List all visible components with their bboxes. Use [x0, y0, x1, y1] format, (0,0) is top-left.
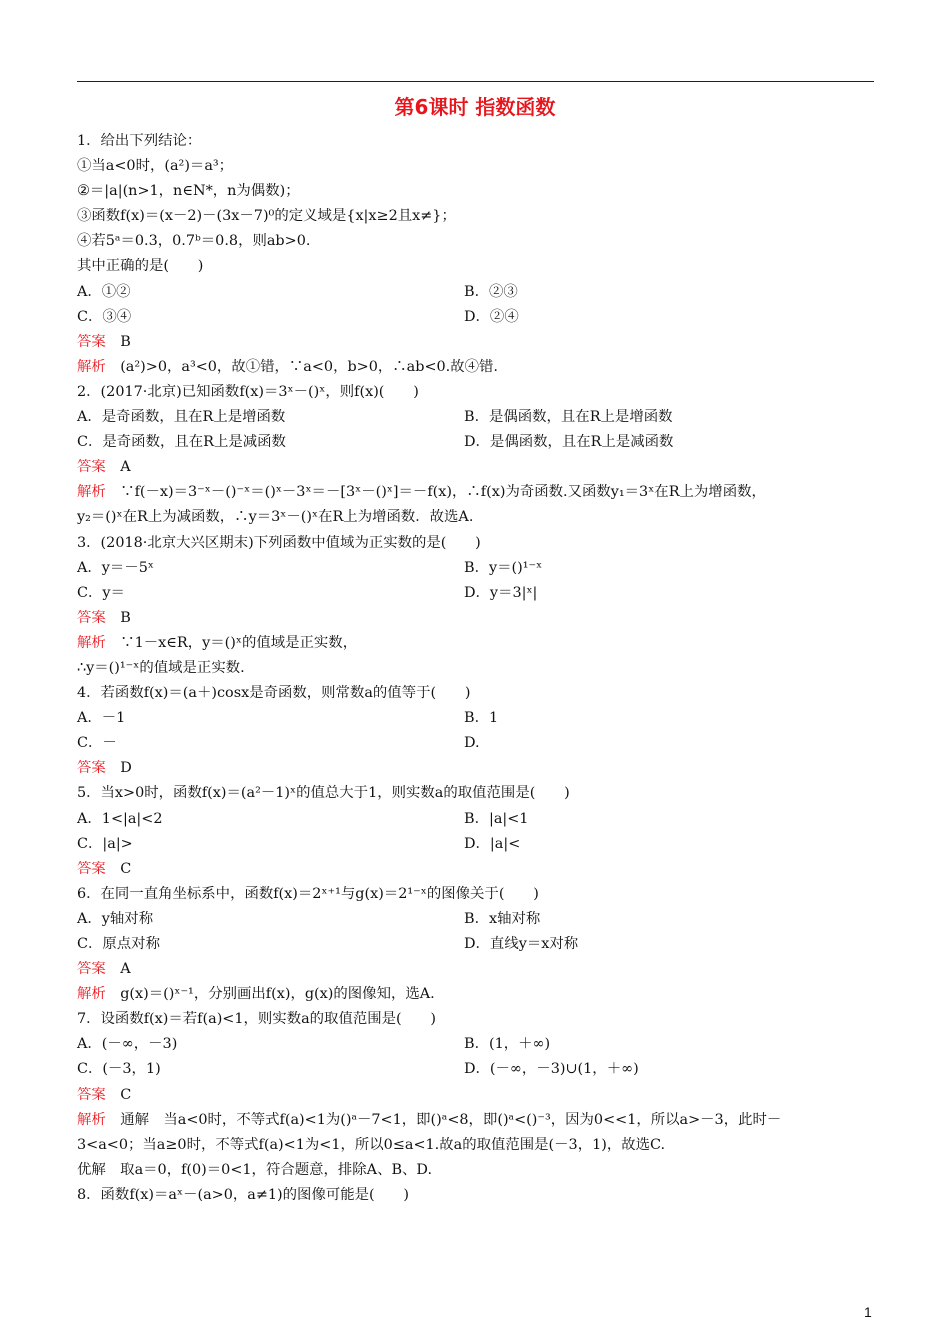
option-left: A．①② [77, 283, 131, 300]
option-left: C．(－3，1) [77, 1061, 161, 1078]
option-right: D. [464, 735, 480, 752]
option-row [77, 807, 877, 832]
answer-label: 答案 [77, 860, 106, 877]
analysis-line [77, 1108, 877, 1133]
analysis-line [77, 480, 877, 505]
answer-label: 解析 [77, 484, 106, 501]
header-rule [77, 81, 874, 82]
text-line [77, 882, 877, 907]
line-text: ∴y＝()¹⁻ˣ的值域是正实数. [77, 659, 245, 676]
option-right: B．②③ [464, 283, 518, 300]
text-line [77, 531, 877, 556]
option-left: C．|a|> [77, 835, 133, 852]
option-row [77, 556, 877, 581]
text-line [77, 154, 877, 179]
option-right: D．②④ [464, 308, 519, 325]
answer-label: 答案 [77, 333, 106, 350]
answer-line [77, 455, 877, 480]
option-left: C．y＝ [77, 584, 125, 601]
text-line [77, 204, 877, 229]
line-text: ④若5ᵃ＝0.3，0.7ᵇ＝0.8，则ab>0. [77, 233, 311, 250]
answer-label: 解析 [77, 986, 106, 1003]
line-text: ①当a<0时，(a²)＝a³； [77, 158, 234, 175]
line-text: 其中正确的是( ) [77, 258, 204, 275]
option-right: D．y＝3|ˣ| [464, 584, 538, 601]
answer-line [77, 756, 877, 781]
option-left: A．(－∞，－3) [77, 1036, 178, 1053]
option-left: A．y＝－5ˣ [77, 559, 154, 576]
option-left: C．－ [77, 735, 117, 752]
answer-line [77, 606, 877, 631]
text-line [77, 229, 877, 254]
option-left: A．－1 [77, 710, 126, 727]
option-left: C．原点对称 [77, 936, 160, 952]
answer-text: ∵1－x∈R，y＝()ˣ的值域是正实数， [105, 634, 358, 651]
line-text: 7．设函数f(x)＝若f(a)<1，则实数a的取值范围是( ) [77, 1011, 437, 1028]
text-line [77, 1183, 877, 1208]
text-line [77, 681, 877, 706]
answer-label: 答案 [77, 1086, 106, 1103]
answer-text: ∵f(－x)＝3⁻ˣ－()⁻ˣ＝()ˣ－3ˣ＝－[3ˣ－()ˣ]＝－f(x)，∴f(x)为奇函数.又函数y₁＝3ˣ在R上为增函数， [105, 484, 766, 501]
answer-text: A [105, 459, 131, 476]
option-right: D．直线y＝x对称 [464, 936, 579, 952]
line-text: 3．(2018·北京大兴区期末)下列函数中值域为正实数的是( ) [77, 534, 481, 551]
option-row [77, 706, 877, 731]
answer-line [77, 957, 877, 982]
text-line [77, 505, 877, 530]
option-right: B．|a|<1 [464, 810, 529, 827]
answer-label: 解析 [77, 358, 106, 375]
option-row [77, 731, 877, 756]
answer-line [77, 857, 877, 882]
option-left: C．③④ [77, 308, 132, 325]
option-left: A．y轴对称 [77, 910, 154, 927]
option-right: B．是偶函数，且在R上是增函数 [464, 409, 673, 426]
text-line [77, 179, 877, 204]
option-row [77, 280, 877, 305]
option-row [77, 1057, 877, 1082]
line-text: ②＝|a|(n>1，n∈N*，n为偶数)； [77, 183, 300, 200]
answer-label: 答案 [77, 609, 106, 626]
answer-label: 解析 [77, 634, 106, 651]
answer-text: 通解 当a<0时，不等式f(a)<1为()ᵃ－7<1，即()ᵃ<8，即()ᵃ<()⁻³，因为0<<1，所以a>－3，此时－ [105, 1111, 782, 1128]
line-text: 3<a<0；当a≥0时，不等式f(a)<1为<1，所以0≤a<1.故a的取值范围是(－3，1)，故选C. [77, 1136, 666, 1153]
answer-label: 答案 [77, 961, 106, 978]
option-right: D．(－∞，－3)∪(1，＋∞) [464, 1061, 639, 1078]
option-left: C．是奇函数，且在R上是减函数 [77, 434, 286, 451]
option-right: B．(1，＋∞) [464, 1036, 551, 1053]
text-line [77, 781, 877, 806]
line-text: 6．在同一直角坐标系中，函数f(x)＝2ˣ⁺¹与g(x)＝2¹⁻ˣ的图像关于( ) [77, 885, 539, 902]
option-left: A．是奇函数，且在R上是增函数 [77, 409, 286, 426]
line-text: ③函数f(x)＝(x－2)－(3x－7)⁰的定义域是{x|x≥2且x≠}； [77, 208, 456, 225]
text-line [77, 1133, 877, 1158]
line-text: y₂＝()ˣ在R上为减函数，∴y＝3ˣ－()ˣ在R上为增函数．故选A. [77, 509, 474, 526]
answer-text: C [105, 860, 132, 877]
answer-label: 解析 [77, 1111, 106, 1128]
option-right: B．x轴对称 [464, 910, 541, 927]
answer-label: 答案 [77, 760, 106, 777]
page-number: 1 [864, 1304, 872, 1320]
option-right: B．1 [464, 710, 499, 727]
text-line [77, 129, 877, 154]
answer-text: B [105, 609, 131, 626]
line-text: 8．函数f(x)＝aˣ－(a>0，a≠1)的图像可能是( ) [77, 1186, 410, 1203]
text-line [77, 1007, 877, 1032]
answer-label: 答案 [77, 459, 106, 476]
answer-text: g(x)＝()ˣ⁻¹，分别画出f(x)，g(x)的图像知，选A. [105, 986, 435, 1003]
line-text: 1．给出下列结论： [77, 133, 202, 149]
answer-text: D [105, 760, 132, 777]
text-line [77, 254, 877, 279]
option-right: D．|a|< [464, 835, 521, 852]
option-left: A．1<|a|<2 [77, 810, 163, 827]
line-text: 2．(2017·北京)已知函数f(x)＝3ˣ－()ˣ，则f(x)( ) [77, 383, 419, 400]
document-body [77, 129, 877, 1208]
option-row [77, 932, 877, 957]
option-row [77, 1032, 877, 1057]
line-text: 优解 取a＝0，f(0)＝0<1，符合题意，排除A、B、D. [77, 1161, 433, 1178]
line-text: 5．当x>0时，函数f(x)＝(a²－1)ˣ的值总大于1，则实数a的取值范围是( ) [77, 785, 570, 802]
option-row [77, 832, 877, 857]
option-row [77, 405, 877, 430]
option-right: D．是偶函数，且在R上是减函数 [464, 434, 674, 451]
answer-line [77, 1083, 877, 1108]
option-row [77, 907, 877, 932]
option-row [77, 581, 877, 606]
line-text: 4．若函数f(x)＝(a＋)cosx是奇函数，则常数a的值等于( ) [77, 685, 471, 702]
text-line [77, 1158, 877, 1183]
text-line [77, 656, 877, 681]
analysis-line [77, 631, 877, 656]
answer-line [77, 330, 877, 355]
answer-text: A [105, 961, 131, 978]
answer-text: C [105, 1086, 132, 1103]
answer-text: B [105, 333, 131, 350]
analysis-line [77, 982, 877, 1007]
option-row [77, 430, 877, 455]
option-right: B．y＝()¹⁻ˣ [464, 559, 543, 576]
page-title: 第6课时 指数函数 [394, 95, 556, 119]
analysis-line [77, 355, 877, 380]
option-row [77, 305, 877, 330]
answer-text: (a²)>0，a³<0，故①错，∵a<0，b>0，∴ab<0.故④错. [105, 358, 498, 375]
text-line [77, 380, 877, 405]
